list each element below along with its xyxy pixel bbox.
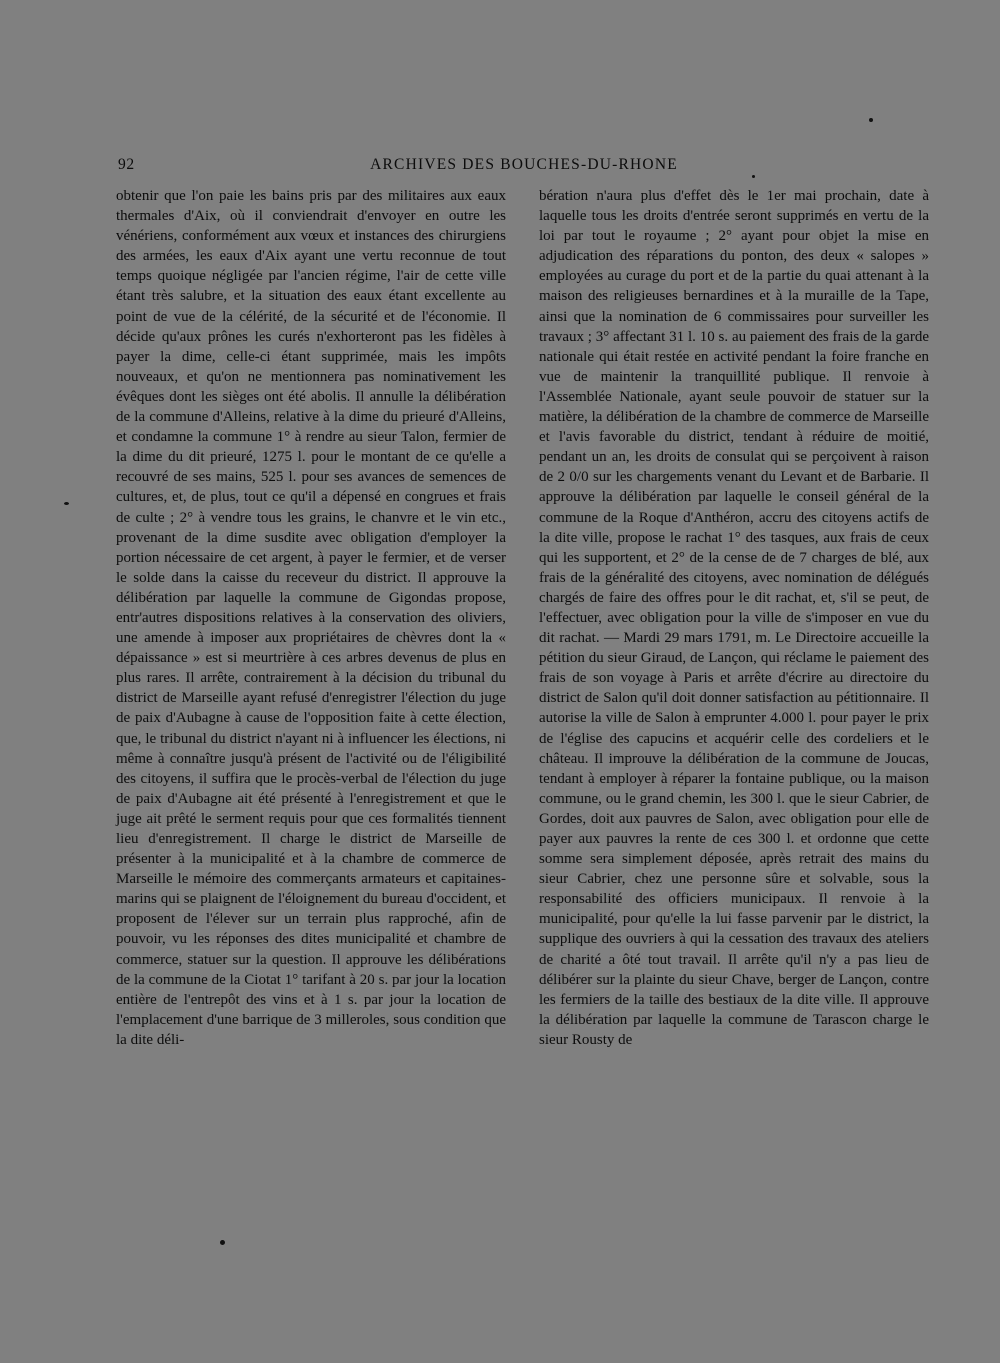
- page-header-title: ARCHIVES DES BOUCHES-DU-RHONE: [370, 156, 678, 173]
- ink-speck: [64, 502, 69, 505]
- page-number: 92: [118, 156, 135, 173]
- text-column-right: [539, 186, 929, 1216]
- column-text-right: bération n'aura plus d'effet dès le 1er mai prochain, date à laquelle tous les droits d'entrée seront supprimés en vertu de la loi par tout le royaume ; 2° ayant pour objet la mise en adjudication des réparations du ponton, des deux « salopes » employées au curage du port et de la partie du quai attenant à la maison des religieuses bernardines et à la muraille de la Tape, ainsi que la nomination de 6 commissaires pour surveiller les travaux ; 3° affectant 31 l. 10 s. au paiement des frais de la garde nationale qui était restée en activité pendant la foire franche en vue de maintenir la tranquillité publique. Il renvoie à l'Assemblée Nationale, ayant seule pouvoir de statuer sur la matière, la délibération de la chambre de commerce de Marseille et l'avis favorable du district, tendant à réduire de moitié, pendant un an, les droits de consulat qui se perçoivent à raison de 2 0/0 sur les chargements venant du Levant et de Barbarie. Il approuve la délibération par laquelle le conseil général de la commune de la Roque d'Anthéron, accru des citoyens actifs de la dite ville, propose le rachat 1° des tasques, aux frais de ceux qui les supportent, et 2° de la cense de de 7 charges de blé, aux frais de la généralité des citoyens, avec nomination de délégués chargés de faire des offres pour le dit rachat, et, s'il se peut, de l'effectuer, avec obligation pour la ville de s'imposer en vue du dit rachat. — Mardi 29 mars 1791, m. Le Directoire accueille la pétition du sieur Giraud, de Lançon, qui réclame le paiement des frais de son voyage à Paris et arrête d'écrire au directoire du district de Salon qu'il doit donner satisfaction au pétitionnaire. Il autorise la ville de Salon à emprunter 4.000 l. pour payer le prix de l'église des capucins et acquérir celle des cordeliers et le château. Il improuve la délibération de la commune de Joucas, tendant à employer à réparer la fontaine publique, ou la maison commune, ou le grand chemin, les 300 l. que le sieur Cabrier, de Gordes, doit aux pauvres de Salon, avec obligation pour elle de payer aux pauvres la rente de ces 300 l. et ordonne que cette somme sera simplement déposée, après retrait des mains du sieur Cabrier, chez une personne sûre et solvable, sous la responsabilité des officiers municipaux. Il renvoie à la municipalité, pour qu'elle la lui fasse parvenir par le district, la supplique des ouvriers à qui la cessation des travaux des ateliers de charité a ôté tout travail. Il arrête qu'il n'y a pas lieu de délibérer sur la plainte du sieur Chave, berger de Lançon, contre les fermiers de la taille des bestiaux de la dite ville. Il approuve la délibération par laquelle la commune de Tarascon charge le sieur Rousty de: [539, 188, 929, 1048]
- ink-speck: [869, 118, 873, 122]
- column-text-left: obtenir que l'on paie les bains pris par des militaires aux eaux thermales d'Aix, où il conviendrait d'envoyer en outre les vénériens, conformément aux vœux et instances des chirurgiens des armées, les eaux d'Aix ayant une vertu reconnue de tout temps quoique négligée par l'ancien régime, l'air de cette ville étant très salubre, et la situation des eaux étant excellente au point de vue de la célérité, de la sécurité et de l'économie. Il décide qu'aux prônes les curés n'exhorteront pas les fidèles à payer la dime, celle-ci étant supprimée, mais les impôts nouveaux, et qu'on ne mentionnera pas nominativement les évêques dont les sièges ont été abolis. Il annulle la délibération de la commune d'Alleins, relative à la dime du prieuré d'Alleins, et condamne la commune 1° à rendre au sieur Talon, fermier de la dime du dit prieuré, 1275 l. pour le montant de ce qu'elle a recouvré de ses mains, 525 l. pour ses avances de semences de cultures, et, de plus, tout ce qu'il a dépensé en congrues et frais de culte ; 2° à vendre tous les grains, le chanvre et le vin etc., provenant de la dime susdite avec obligation d'employer la portion nécessaire de cet argent, à payer le fermier, et de verser le solde dans la caisse du receveur du district. Il approuve la délibération par laquelle la commune de Gigondas propose, entr'autres dispositions relatives à la conservation des oliviers, une amende à imposer aux propriétaires de chèvres dont la « dépaissance » est si meurtrière à ces arbres devenus de plus en plus rares. Il arrête, contrairement à la décision du tribunal du district de Marseille ayant refusé d'enregistrer l'élection du juge de paix d'Aubagne à cause de l'opposition faite à cette élection, que, le tribunal du district n'ayant ni à influencer les élections, ni même à connaître jusqu'à présent de l'activité ou de l'éligibilité des citoyens, il suffira que le procès-verbal de l'élection du juge de paix d'Aubagne ait été présenté à l'enregistrement et que le juge ait prêté le serment requis pour que ces formalités tiennent lieu d'enregistrement. Il charge le district de Marseille de présenter à la municipalité et à la chambre de commerce de Marseille le mémoire des commerçants armateurs et capitaines-marins qui se plaignent de l'éloignement du bureau d'occident, et proposent de l'élever sur un terrain plus rapproché, afin de pouvoir, vu les réponses des dites municipalité et chambre de commerce, statuer sur la question. Il approuve les délibérations de la commune de la Ciotat 1° tarifant à 20 s. par jour la location entière de l'entrepôt des vins et à 1 s. par jour la location de l'emplacement d'une barrique de 3 milleroles, sous condition que la dite déli-: [116, 188, 506, 1048]
- text-column-left: [116, 186, 506, 1216]
- ink-speck: [220, 1240, 225, 1245]
- ink-speck: [752, 175, 755, 178]
- running-head: [118, 150, 930, 178]
